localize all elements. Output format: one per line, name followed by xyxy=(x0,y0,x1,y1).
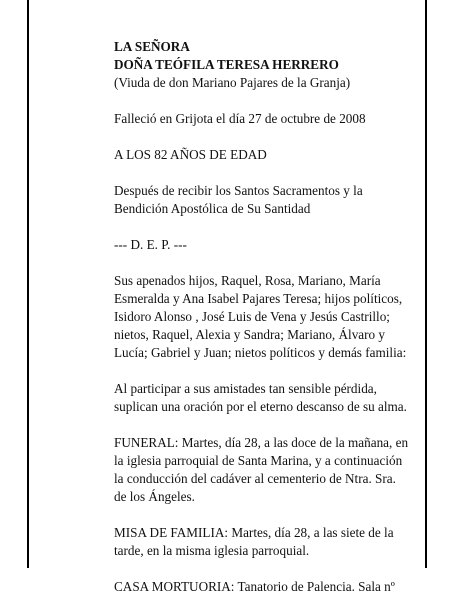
death-notice xyxy=(114,110,424,128)
age-block xyxy=(114,146,424,164)
family-line-4: nietos, Raquel, Alexia y Sandra; Mariano, Álvaro y xyxy=(114,327,386,342)
deceased-name: DOÑA TEÓFILA TERESA HERRERO xyxy=(114,57,339,72)
death-notice-text: Falleció en Grijota el día 27 de octubre de 2008 xyxy=(114,111,366,126)
family-block xyxy=(114,272,424,362)
right-border-line xyxy=(425,0,427,568)
title-line: LA SEÑORA xyxy=(114,39,190,54)
funeral-line-4: de los Ángeles. xyxy=(114,489,195,504)
sacraments-block xyxy=(114,182,424,218)
request-line-2: suplican una oración por el eterno descanso de su alma. xyxy=(114,399,407,414)
family-line-5: Lucía; Gabriel y Juan; nietos políticos y demás familia: xyxy=(114,345,407,360)
widow-line: (Viuda de don Mariano Pajares de la Granja) xyxy=(114,75,351,90)
request-block xyxy=(114,380,424,416)
funeral-line-2: la iglesia parroquial de Santa Marina, y a continuación xyxy=(114,453,403,468)
funeral-block xyxy=(114,434,424,506)
header-block xyxy=(114,38,424,92)
family-line-3: Isidoro Alonso , José Luis de Vena y Jesús Castrillo; xyxy=(114,309,390,324)
family-mass-line-2: tarde, en la misma iglesia parroquial. xyxy=(114,543,310,558)
age-text: A LOS 82 AÑOS DE EDAD xyxy=(114,147,267,162)
left-border-line xyxy=(27,0,29,568)
sacraments-line-2: Bendición Apostólica de Su Santidad xyxy=(114,201,311,216)
rip-block xyxy=(114,236,424,254)
request-line-1: Al participar a sus amistades tan sensible pérdida, xyxy=(114,381,377,396)
family-mass-block xyxy=(114,524,424,560)
obituary-text xyxy=(114,38,424,596)
family-line-2: Esmeralda y Ana Isabel Pajares Teresa; hijos políticos, xyxy=(114,291,403,306)
family-line-1: Sus apenados hijos, Raquel, Rosa, Mariano, María xyxy=(114,273,381,288)
funeral-line-1: FUNERAL: Martes, día 28, a las doce de la mañana, en xyxy=(114,435,409,450)
mortuary-line-1: CASA MORTUORIA: Tanatorio de Palencia. Sala nº xyxy=(114,579,395,594)
family-mass-line-1: MISA DE FAMILIA: Martes, día 28, a las siete de la xyxy=(114,525,394,540)
funeral-line-3: la conducción del cadáver al cementerio de Ntra. Sra. xyxy=(114,471,396,486)
rip-text: --- D. E. P. --- xyxy=(114,237,187,252)
mortuary-block xyxy=(114,578,424,596)
sacraments-line-1: Después de recibir los Santos Sacramentos y la xyxy=(114,183,363,198)
